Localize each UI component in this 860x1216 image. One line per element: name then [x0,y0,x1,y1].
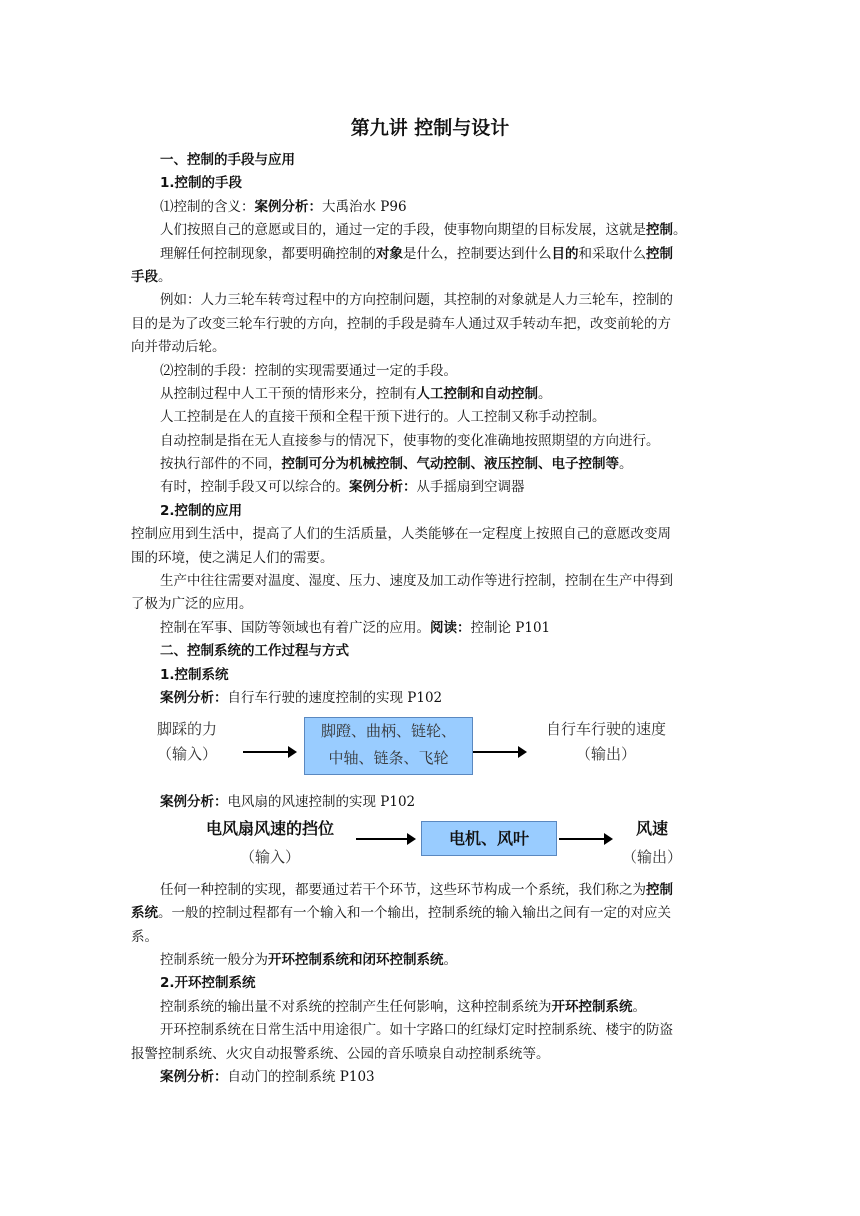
bold-text: 目的 [551,245,579,262]
bold-text: 控制可分为机械控制、气动控制、液压控制、电子控制等 [281,456,619,473]
diagram-output-label: 风速 （输出） [621,818,682,866]
text: 人们按照自己的意愿或目的，通过一定的手段，使事物向期望的目标发展，这就是 [160,222,646,239]
paragraph-line: 开环控制系统在日常生活中用途很广。如十字路口的红绿灯定时控制系统、楼宇的防盗 [160,1022,673,1039]
bold-text: 案例分析： [254,198,322,215]
paragraph-line: 围的环境，使之满足人们的需要。 [131,549,334,566]
text: 按执行部件的不同， [160,456,282,473]
text: 。一般的控制过程都有一个输入和一个输出，控制系统的输入输出之间有一定的对应关 [158,905,671,922]
bold-text: 控制 [646,245,673,262]
text: 控制在军事、国防等领域也有着广泛的应用。 [160,619,430,636]
text: ⑴控制的含义： [160,198,255,215]
paragraph-line: 控制应用到生活中，提高了人们的生活质量，人类能够在一定程度上按照自己的意愿改变周 [131,526,671,543]
document-page [131,108,729,1089]
section-heading-2: 二、控制系统的工作过程与方式 [160,643,349,660]
text: 大禹治水 P96 [322,198,407,215]
paragraph: ⑵控制的手段：控制的实现需要通过一定的手段。 [160,362,457,379]
paragraph: 自动控制是指在无人直接参与的情况下，使事物的变化准确地按照期望的方向进行。 [160,432,660,449]
bold-text: 控制 [646,881,673,898]
bold-text: 阅读： [430,619,471,636]
paragraph-line: 向并带动后轮。 [131,339,226,356]
bold-text: 案例分析： [160,794,228,811]
bold-text: 案例分析： [160,1068,228,1085]
paragraph [131,196,729,219]
paragraph-line: 了极为广泛的应用。 [131,596,253,613]
paragraph [131,879,729,902]
subsection-heading-2-2: 2.开环控制系统 [160,975,256,992]
paragraph [131,949,729,972]
subsection-heading-2-1: 1.控制系统 [160,666,229,683]
text: 自动门的控制系统 P103 [227,1068,375,1085]
paragraph [131,243,729,266]
section-heading-1: 一、控制的手段与应用 [160,152,295,168]
bold-text: 系统 [131,905,158,922]
text: 。 [619,456,633,473]
subsection-heading-1-2: 2.控制的应用 [160,502,243,519]
arrow-icon [243,751,295,753]
arrow-icon [473,751,525,753]
paragraph [131,383,729,406]
bold-text: 人工控制和自动控制 [416,385,538,402]
bold-text: 手段 [131,268,158,285]
diagram-process-box: 脚蹬、曲柄、链轮、 中轴、链条、飞轮 [304,717,473,775]
bold-text: 控制 [646,222,673,239]
text: 。 [538,385,552,402]
bold-text: 开环控制系统和闭环控制系统 [268,951,444,968]
diagram-input-label: 脚踩的力 （输入） [157,720,218,764]
text: 电风扇的风速控制的实现 P102 [227,794,416,811]
text: 。 [158,268,172,285]
case-analysis [131,1066,729,1089]
paragraph [131,996,729,1019]
document-title: 第九讲 控制与设计 [350,117,510,139]
paragraph: 人工控制是在人的直接干预和全程干预下进行的。人工控制又称手动控制。 [160,409,606,426]
paragraph-line: 目的是为了改变三轮车行驶的方向，控制的手段是骑车人通过双手转动车把，改变前轮的方 [131,315,671,332]
text: 有时，控制手段又可以综合的。 [160,479,349,496]
text: 自行车行驶的速度控制的实现 P102 [227,689,443,706]
text: 任何一种控制的实现，都要通过若干个环节，这些环节构成一个系统，我们称之为 [160,881,646,898]
diagram-output-label: 自行车行驶的速度 （输出） [545,720,666,764]
diagram-process-box: 电机、风叶 [421,821,557,856]
paragraph-line: 例如：人力三轮车转弯过程中的方向控制问题，其控制的对象就是人力三轮车，控制的 [160,292,673,309]
bicycle-control-diagram [131,717,729,789]
bold-text: 案例分析： [349,479,417,496]
text: 控制系统的输出量不对系统的控制产生任何影响，这种控制系统为 [160,998,552,1015]
paragraph [131,453,729,476]
bold-text: 对象 [376,245,403,262]
paragraph-line: 报警控制系统、火灾自动报警系统、公园的音乐喷泉自动控制系统等。 [131,1045,550,1062]
paragraph [131,219,729,242]
diagram-input-label: 电风扇风速的挡位 （输入） [205,818,334,866]
arrow-icon [356,838,414,840]
text: 和采取什么 [578,245,646,262]
fan-control-diagram [131,815,729,877]
text: 从控制过程中人工干预的情形来分，控制有 [160,385,417,402]
case-analysis [131,791,729,814]
subsection-heading-1-1: 1.控制的手段 [160,175,243,192]
text: 控制论 P101 [470,619,551,636]
arrow-icon [559,838,611,840]
text: 。 [632,998,646,1015]
paragraph [131,476,729,499]
text: 。 [443,951,457,968]
text: 理解任何控制现象，都要明确控制的 [160,245,376,262]
paragraph-continuation: 系。 [131,928,158,945]
bold-text: 案例分析： [160,689,228,706]
text: 控制系统一般分为 [160,951,268,968]
paragraph-continuation [131,902,729,925]
case-analysis [131,687,729,710]
text: 是什么，控制要达到什么 [403,245,552,262]
paragraph [131,617,729,640]
text: 从手摇扇到空调器 [416,479,525,496]
paragraph-continuation [131,266,729,289]
bold-text: 开环控制系统 [551,998,633,1015]
text: 。 [673,222,687,239]
paragraph-line: 生产中往往需要对温度、湿度、压力、速度及加工动作等进行控制，控制在生产中得到 [160,573,673,590]
